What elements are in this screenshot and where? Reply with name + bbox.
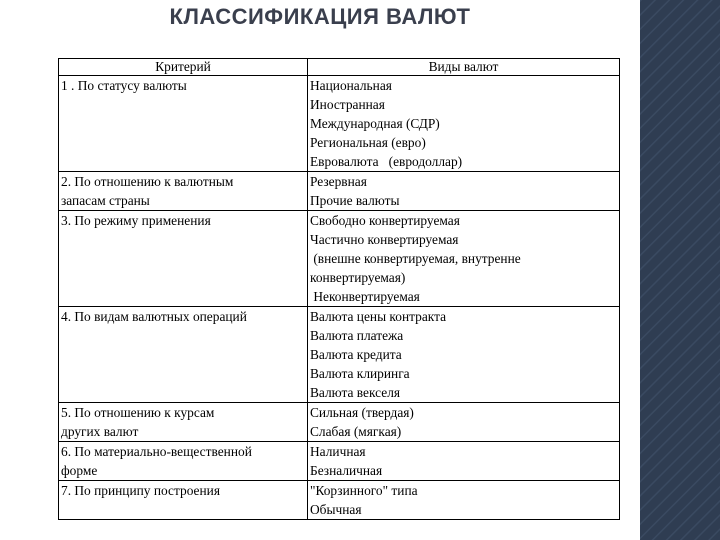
criterion-text: запасам страны — [61, 193, 150, 208]
page-title: КЛАССИФИКАЦИЯ ВАЛЮТ — [169, 4, 471, 29]
diagonal-pattern — [640, 0, 720, 540]
currency-types-cell — [308, 442, 620, 481]
criterion-cell — [59, 442, 308, 481]
currency-type-text: Иностранная — [310, 97, 385, 112]
currency-types-cell — [308, 211, 620, 307]
header-currency-types: Виды валют — [308, 59, 620, 76]
criterion-cell — [59, 481, 308, 520]
currency-type-text: конвертируемая) — [310, 270, 406, 285]
currency-type-text: Международная (СДР) — [310, 116, 440, 131]
criterion-text: 2. По отношению к валютным — [61, 174, 234, 189]
table-header-row — [59, 59, 620, 76]
header-criterion: Критерий — [59, 59, 308, 76]
criterion-cell — [59, 172, 308, 211]
currency-types-cell — [308, 481, 620, 520]
table-row — [59, 76, 620, 172]
criterion-cell — [59, 403, 308, 442]
decorative-sidebar — [640, 0, 720, 540]
criterion-text: 7. По принципу построения — [61, 483, 220, 498]
criterion-text: других валют — [61, 424, 139, 439]
currency-type-text: Валюта платежа — [310, 328, 404, 343]
currency-type-text: Валюта цены контракта — [310, 309, 447, 324]
criterion-cell — [59, 76, 308, 172]
currency-types-cell — [308, 403, 620, 442]
currency-type-text: Безналичная — [310, 463, 383, 478]
currency-type-text: Обычная — [310, 502, 362, 517]
currency-type-text: "Корзинного" типа — [310, 483, 418, 498]
currency-type-text: Резервная — [310, 174, 367, 189]
currency-type-text: Наличная — [310, 444, 366, 459]
criterion-cell — [59, 211, 308, 307]
table-body — [59, 76, 620, 520]
table-row — [59, 172, 620, 211]
currency-type-text: Национальная — [310, 78, 392, 93]
currency-type-text: Валюта клиринга — [310, 366, 410, 381]
criterion-text: 5. По отношению к курсам — [61, 405, 215, 420]
currency-type-text: Евровалюта (евродоллар) — [310, 154, 463, 169]
table-row — [59, 307, 620, 403]
criterion-text: 6. По материально-вещественной — [61, 444, 252, 459]
criterion-text: 1 . По статусу валюты — [61, 78, 187, 93]
currency-type-text: Валюта кредита — [310, 347, 402, 362]
criterion-text: 4. По видам валютных операций — [61, 309, 247, 324]
currency-type-text: Неконвертируемая — [310, 289, 420, 304]
criterion-cell — [59, 307, 308, 403]
currency-type-text: Свободно конвертируемая — [310, 213, 460, 228]
table-row — [59, 211, 620, 307]
currency-types-cell — [308, 307, 620, 403]
currency-type-text: Слабая (мягкая) — [310, 424, 402, 439]
criterion-text: форме — [61, 463, 98, 478]
currency-type-text: (внешне конвертируемая, внутренне — [310, 251, 521, 266]
currency-type-text: Валюта векселя — [310, 385, 401, 400]
table-row — [59, 403, 620, 442]
table-row — [59, 442, 620, 481]
currency-classification-table — [58, 58, 620, 520]
table-row — [59, 481, 620, 520]
currency-type-text: Сильная (твердая) — [310, 405, 414, 420]
currency-types-cell — [308, 172, 620, 211]
currency-type-text: Прочие валюты — [310, 193, 400, 208]
currency-type-text: Частично конвертируемая — [310, 232, 459, 247]
criterion-text: 3. По режиму применения — [61, 213, 211, 228]
currency-types-cell — [308, 76, 620, 172]
currency-type-text: Региональная (евро) — [310, 135, 426, 150]
